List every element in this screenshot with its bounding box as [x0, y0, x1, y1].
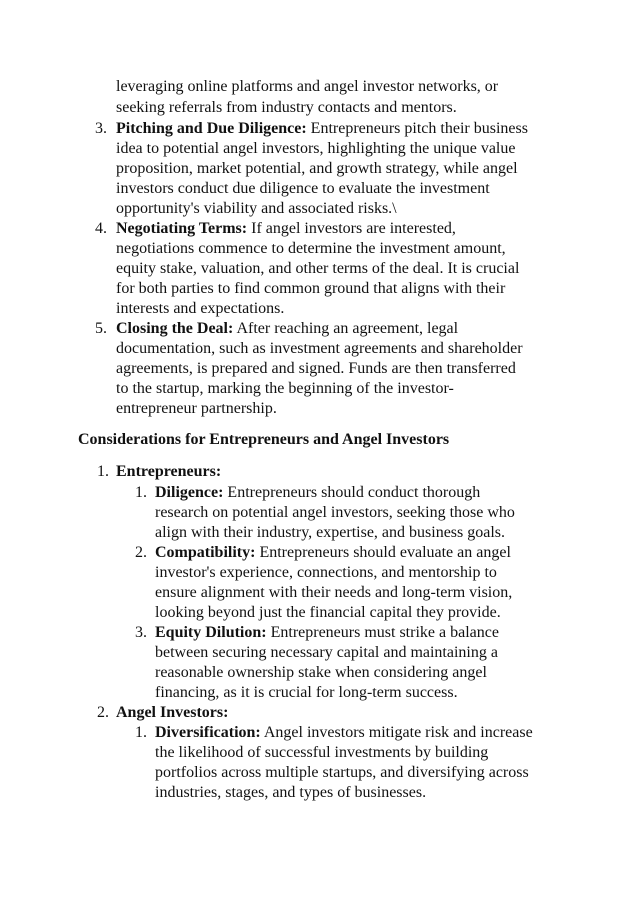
item-line: reasonable ownership stake when considering angel [155, 664, 487, 681]
step-number: 5. [95, 320, 107, 337]
step-line: proposition, market potential, and growth strategy, while angel [116, 160, 518, 177]
item-term: Diversification: [155, 724, 261, 741]
step-line: opportunity's viability and associated risks.\ [116, 200, 397, 217]
group-number: 1. [97, 463, 109, 480]
continuation-line: seeking referrals from industry contacts and mentors. [116, 99, 457, 116]
item-term: Equity Dilution: [155, 624, 267, 641]
item-line: looking beyond just the financial capital they provide. [155, 604, 501, 621]
step-line: to the startup, marking the beginning of the investor- [116, 380, 454, 397]
step-line: documentation, such as investment agreements and shareholder [116, 340, 523, 357]
step-number: 4. [95, 220, 107, 237]
item-line: ensure alignment with their needs and long-term vision, [155, 584, 513, 601]
continuation-line: leveraging online platforms and angel investor networks, or [116, 78, 499, 95]
item-number: 2. [135, 544, 147, 561]
item-number: 1. [135, 724, 147, 741]
item-line: industries, stages, and types of businesses. [155, 784, 427, 801]
item-line: research on potential angel investors, seeking those who [155, 504, 515, 521]
step-line: entrepreneur partnership. [116, 400, 277, 417]
item-first-line: Equity Dilution: Entrepreneurs must strike a balance [155, 624, 499, 641]
item-first-line: Compatibility: Entrepreneurs should evaluate an angel [155, 544, 511, 561]
item-line: align with their industry, expertise, and business goals. [155, 524, 506, 541]
item-line: investor's experience, connections, and mentorship to [155, 564, 497, 581]
item-line: between securing necessary capital and maintaining a [155, 644, 498, 661]
group-title: Angel Investors: [116, 704, 229, 721]
step-line: agreements, is prepared and signed. Funds are then transferred [116, 360, 516, 377]
step-term: Closing the Deal: [116, 320, 234, 337]
item-line: portfolios across multiple startups, and diversifying across [155, 764, 529, 781]
step-first-line: Negotiating Terms: If angel investors are interested, [116, 220, 456, 237]
item-term: Compatibility: [155, 544, 256, 561]
item-number: 3. [135, 624, 147, 641]
step-line: for both parties to find common ground that aligns with their [116, 280, 506, 297]
item-line: financing, as it is crucial for long-term success. [155, 684, 458, 701]
step-first-line: Pitching and Due Diligence: Entrepreneurs pitch their business [116, 120, 528, 137]
step-line: negotiations commence to determine the investment amount, [116, 240, 506, 257]
step-line: idea to potential angel investors, highlighting the unique value [116, 140, 516, 157]
step-number: 3. [95, 120, 107, 137]
item-first-line: Diversification: Angel investors mitigate risk and increase [155, 724, 533, 741]
section-heading: Considerations for Entrepreneurs and Angel Investors [78, 431, 450, 448]
group-number: 2. [97, 704, 109, 721]
item-line: the likelihood of successful investments by building [155, 744, 489, 761]
step-first-line: Closing the Deal: After reaching an agreement, legal [116, 320, 459, 337]
group-title: Entrepreneurs: [116, 463, 222, 480]
item-term: Diligence: [155, 484, 224, 501]
step-line: equity stake, valuation, and other terms of the deal. It is crucial [116, 260, 520, 277]
step-line: interests and expectations. [116, 300, 285, 317]
step-line: investors conduct due diligence to evaluate the investment [116, 180, 490, 197]
item-first-line: Diligence: Entrepreneurs should conduct thorough [155, 484, 481, 501]
item-number: 1. [135, 484, 147, 501]
step-term: Pitching and Due Diligence: [116, 120, 307, 137]
step-term: Negotiating Terms: [116, 220, 248, 237]
